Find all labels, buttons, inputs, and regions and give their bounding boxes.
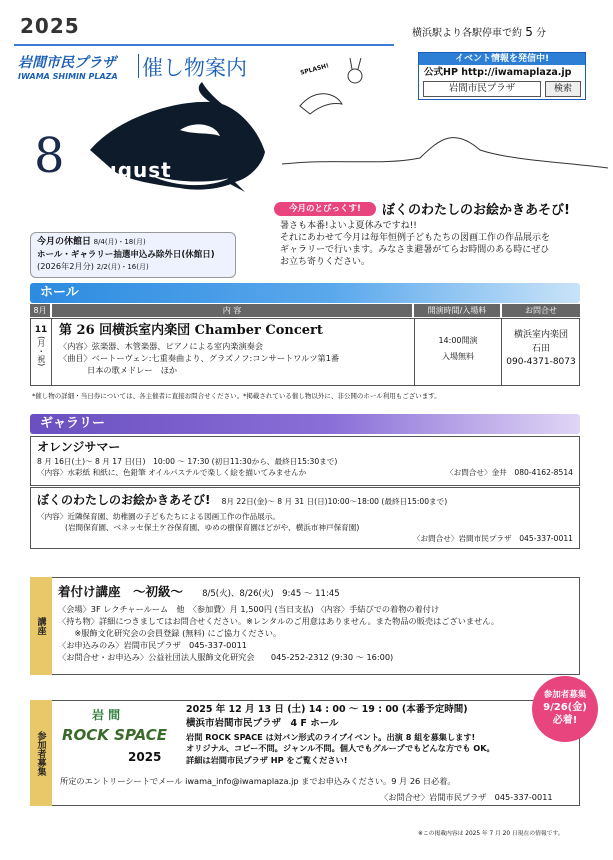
search-button[interactable]: 検索 [545,81,581,97]
course-dates: 8/5(火)、8/26(火) 9:45 ～ 11:45 [202,589,340,599]
hall-col-time: 開演時間/入場料 [414,304,500,317]
hall-section-title: ホール [30,283,580,303]
footer-note: ※この掲載内容は 2025 年 7 月 20 日現在の情報です。 [418,831,564,837]
course-content: 着付け講座 ～初級～ 8/5(火)、8/26(火) 9:45 ～ 11:45 〈会場〉3F レクチャールーム 他 〈参加費〉月 1,500円 (当日支払) 〈内容〉手結びでの着物の着付け 〈持ち物〉詳細につきましてはお問合せください。※レンタルのご用意はありません。また物品の販売はございません。 ※服飾文化研究会の会員登録 (無料) にご協力ください。 〈お申込みのみ〉岩間市民プラザ 045-337-0011 〈お問合せ・お申込み〉公益社団法人服飾文化研究会 045-252-2312 (9:30 ～ 16:00) [58,584,500,662]
gallery-section-title: ギャラリー [30,414,580,434]
recruit-badge: 参加者募集 9/26(金) 必着! [532,676,598,742]
hall-col-month: 8月 [30,304,50,317]
gallery-event-1-title: オレンジサマー [37,440,121,454]
hall-col-contact: お問合せ [502,304,580,317]
feature-heading: ぼくのわたしのお絵かきあそび! [382,203,570,218]
hall-event-title: 第 26 回横浜室内楽団 Chamber Concert [59,323,323,338]
recruit-venue: 横浜市岩間市民プラザ 4 F ホール [186,718,339,730]
gallery-event-2: ぼくのわたしのお絵かきあそび! 8月 22日(金)～ 8 月 31 日(日)10:00～18:00 (最終日15:00まで) 〈内容〉近隣保育園、幼稚園の子どもたちによる図画工作の作品展示。 (岩間保育園、ベネッセ保土ケ谷保育園、ゆめの樹保育園ほどがや、横浜市神戸保育園) 〈お問合せ〉岩間市民プラザ 045-337-0011 [30,487,580,549]
page-title: 催し物案内 [142,56,247,80]
recruit-date: 2025 年 12 月 13 日 (土) 14 : 00 ～ 19 : 00 (本番予定時間) [186,704,468,715]
month-number: 8 [34,128,65,184]
feature-tag: 今月のとびっくす! [274,202,376,216]
course-label: 講座 [30,577,52,675]
rock-space-logo: 岩 間 ROCK SPACE 2025 [62,708,167,764]
recruit-label: 参加者募集 [30,700,52,806]
gallery-event-1: オレンジサマー 8 月 16日(土)～ 8 月 17 日(日) 10:00 ～ 17:30 (初日11:30から、最終日15:30まで) 〈内容〉水彩紙 和紙に、色鉛筆 オイルパステルで楽しく絵を描いてみませんか 〈お問合せ〉金井 080-4162-8514 [30,436,580,486]
hall-event-time: 14:00開演 入場無料 [414,319,502,385]
hall-col-content: 内 容 [52,304,412,317]
logo-en: IWAMA SHIMIN PLAZA [18,72,118,81]
hall-note: *催し物の詳細・当日券については、各主催者に直接お問合せください。*掲載されている催し物以外に、非公開のホール利用もございます。 [32,392,441,400]
search-input[interactable]: 岩間市民プラザ [423,81,541,97]
homepage-link[interactable]: 公式HP http://iwamaplaza.jp [424,67,572,78]
recruit-content: 2025 年 12 月 13 日 (土) 14 : 00 ～ 19 : 00 (本番予定時間) 横浜市岩間市民プラザ 4 F ホール 岩間 ROCK SPACE は対バン形式のライブイベント。出演 8 組を募集します! オリジナル、コピー不問。ジャンル不問。個人でもグループでもどんな方でも OK。 詳細は岩間市民プラザ HP をご覧ください! [186,704,495,766]
month-name: August [86,158,172,182]
splash-text: SPLASH! [299,62,330,77]
header-rule [14,44,394,46]
splash-doodle [280,58,610,188]
gallery-event-2-title: ぼくのわたしのお絵かきあそび! [37,493,211,507]
closed-days-box [30,232,236,278]
course-title: 着付け講座 ～初級～ [58,584,184,599]
hall-event-contact: 横浜室内楽団 石田 090-4371-8073 [506,330,576,367]
logo-divider [138,54,139,78]
event-info-heading: イベント情報を発信中! [419,53,585,65]
hall-event-row [30,318,580,386]
year: 2025 [20,14,80,38]
access-info: 横浜駅より各駅停車で約 5 分 [412,25,547,39]
lottery-closed-title: ホール・ギャラリー抽選申込み除外日(休館日) [37,250,215,261]
closed-days-dates: 8/4(月)・18(月) [93,238,146,246]
recruit-entry: 所定のエントリーシートでメール iwama_info@iwamaplaza.jp までお申込みください。9 月 26 日必着。 [60,776,456,786]
feature-body: 暑さも本番!よいよ夏休みですね!! それにあわせて今月は毎年恒例子どもたちの図画工作の作品展示を ギャラリーで行います。みなさま避暑がてらお時間のある時にぜひ お立ち寄りください。 [280,221,551,268]
orca-illustration [30,80,280,200]
hall-event-date: 11 (月・祝) [31,319,52,385]
recruit-contact: 〈お問合せ〉岩間市民プラザ 045-337-0011 [380,792,553,802]
lottery-dates: 2/2(月)・16(月) [96,263,149,272]
closed-days-title: 今月の休館日 [37,237,92,247]
logo [18,52,136,81]
hall-event-content: 第 26 回横浜室内楽団 Chamber Concert 〈内容〉弦楽器、木管楽器、ピアノによる室内楽演奏会 〈曲目〉ベートーヴェン:七重奏曲より、グラズノフ:コンサートワルツ第1番 日本の歌メドレー ほか [59,323,340,375]
lottery-month: (2026年2月分) [37,261,94,272]
logo-jp: 岩間市民プラザ [18,55,116,71]
